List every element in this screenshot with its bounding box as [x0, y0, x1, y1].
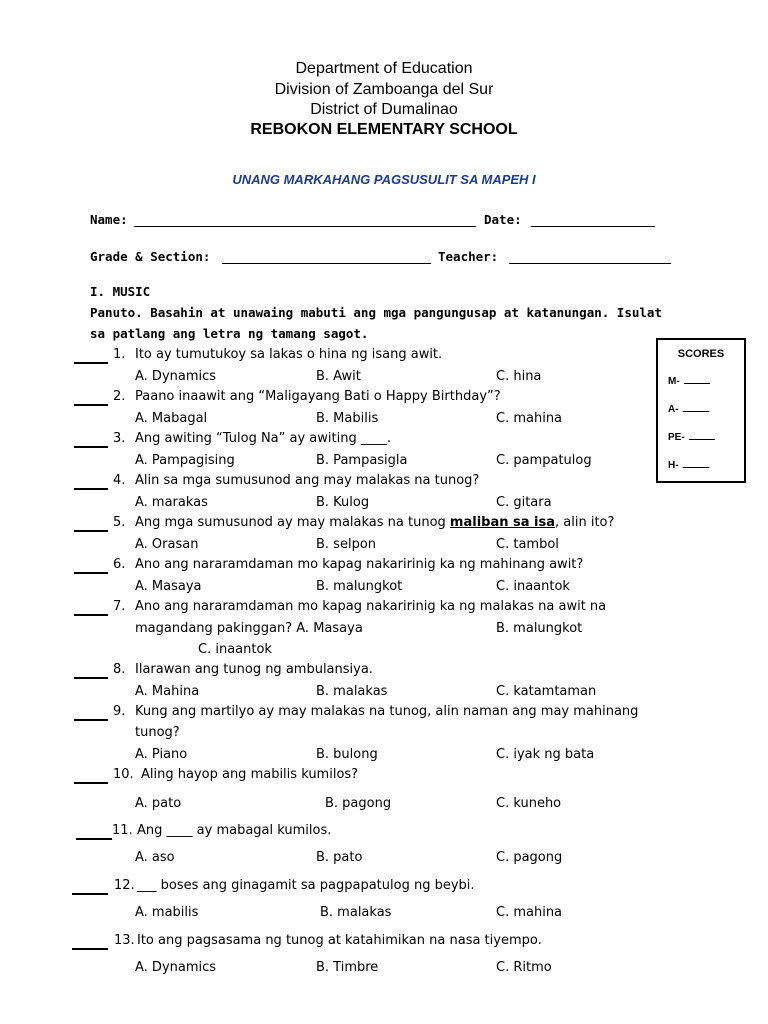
score-field-pe[interactable] — [689, 439, 715, 440]
emphasized-phrase: maliban sa isa — [449, 515, 556, 530]
choice-c: C. inaantok — [198, 642, 272, 657]
score-field-music[interactable] — [684, 383, 710, 384]
score-row-arts: A- — [668, 404, 709, 415]
answer-blank-10[interactable] — [74, 782, 108, 784]
choice-c: C. gitara — [496, 495, 552, 510]
question-number: 1. — [113, 347, 126, 362]
question-text: Ito ay tumutukoy sa lakas o hina ng isang awit. — [135, 347, 443, 362]
question-text: Paano inaawit ang “Maligayang Bati o Happy Birthday”? — [135, 389, 501, 404]
division-heading: Division of Zamboanga del Sur — [274, 81, 494, 98]
choice-a: A. Mahina — [135, 684, 200, 699]
choice-b: B. bulong — [316, 747, 378, 762]
answer-blank-1[interactable] — [74, 362, 108, 364]
answer-blank-5[interactable] — [74, 530, 108, 532]
exam-title: UNANG MARKAHANG PAGSUSULIT SA MAPEH I — [232, 172, 536, 187]
choice-a: A. mabilis — [135, 905, 199, 920]
choice-b: B. selpon — [316, 537, 377, 552]
choice-c: C. kuneho — [496, 796, 562, 811]
question-text: Ilarawan ang tunog ng ambulansiya. — [135, 662, 373, 677]
question-text: Ano ang nararamdaman mo kapag nakaririnig ka ng mahinang awit? — [135, 557, 584, 572]
choice-a: A. Orasan — [135, 537, 199, 552]
choice-a: A. aso — [135, 850, 175, 865]
choice-c: C. mahina — [496, 905, 563, 920]
question-number: 10. — [113, 767, 134, 782]
question-number: 13. — [114, 933, 135, 948]
choice-a: A. Mabagal — [135, 411, 208, 426]
grade-section-field[interactable] — [222, 263, 431, 264]
name-field[interactable] — [134, 226, 476, 227]
name-label: Name: — [90, 212, 128, 227]
choice-b: B. malungkot — [496, 621, 583, 636]
choice-b: B. Awit — [316, 369, 361, 384]
question-number: 5. — [113, 515, 126, 530]
choice-c: C. inaantok — [496, 579, 570, 594]
choice-b: B. malakas — [316, 684, 388, 699]
question-text: Ang mga sumusunod ay may malakas na tunog maliban sa isa, alin ito? — [135, 515, 615, 530]
department-heading: Department of Education — [295, 60, 473, 77]
answer-blank-11[interactable] — [76, 838, 112, 840]
question-number: 4. — [113, 473, 126, 488]
choice-c: C. hina — [496, 369, 542, 384]
question-text-continued: tunog? — [135, 725, 180, 740]
choice-a: A. Dynamics — [135, 960, 217, 975]
instructions-line-1: Panuto. Basahin at unawaing mabuti ang mga pangungusap at katanungan. Isulat — [90, 305, 662, 320]
score-field-arts[interactable] — [683, 411, 709, 412]
answer-blank-4[interactable] — [74, 488, 108, 490]
answer-blank-13[interactable] — [72, 948, 108, 950]
question-text: Ito ang pagsasama ng tunog at katahimikan na nasa tiyempo. — [137, 933, 542, 948]
section-heading: I. MUSIC — [90, 284, 151, 299]
grade-section-label: Grade & Section: — [90, 249, 211, 264]
question-number: 9. — [113, 704, 126, 719]
choice-b: B. Kulog — [316, 495, 370, 510]
choice-a: A. Dynamics — [135, 369, 217, 384]
answer-blank-3[interactable] — [74, 446, 108, 448]
date-field[interactable] — [531, 226, 655, 227]
question-number: 12. — [114, 878, 135, 893]
choice-c: C. iyak ng bata — [496, 747, 595, 762]
school-heading: REBOKON ELEMENTARY SCHOOL — [250, 121, 518, 138]
choice-b: B. Timbre — [316, 960, 379, 975]
answer-blank-2[interactable] — [74, 404, 108, 406]
answer-blank-7[interactable] — [74, 614, 108, 616]
question-number: 3. — [113, 431, 126, 446]
choice-c: C. Ritmo — [496, 960, 552, 975]
question-number: 2. — [113, 389, 126, 404]
question-number: 8. — [113, 662, 126, 677]
question-text-continued: magandang pakinggan? A. Masaya — [135, 621, 363, 636]
choice-b: B. Pampasigla — [316, 453, 408, 468]
score-field-health[interactable] — [683, 467, 709, 468]
choice-b: B. pato — [316, 850, 363, 865]
question-text: Ang awiting “Tulog Na” ay awiting ____. — [135, 431, 391, 446]
choice-a: A. Pampagising — [135, 453, 235, 468]
question-number: 6. — [113, 557, 126, 572]
district-heading: District of Dumalinao — [310, 101, 458, 118]
scores-box — [656, 338, 746, 483]
choice-a: A. Masaya — [135, 579, 202, 594]
question-number: 7. — [113, 599, 126, 614]
score-row-pe: PE- — [668, 432, 715, 443]
teacher-label: Teacher: — [438, 249, 499, 264]
score-row-music: M- — [668, 376, 710, 387]
instructions-line-2: sa patlang ang letra ng tamang sagot. — [90, 326, 369, 341]
question-text: ___ boses ang ginagamit sa pagpapatulog ng beybi. — [137, 878, 475, 893]
teacher-field[interactable] — [509, 263, 671, 264]
question-text: Kung ang martilyo ay may malakas na tunog, alin naman ang may mahinang — [135, 704, 639, 719]
scores-title: SCORES — [677, 348, 725, 360]
question-number: 11. — [112, 823, 133, 838]
choice-b: B. pagong — [325, 796, 392, 811]
choice-c: C. mahina — [496, 411, 563, 426]
question-text: Ano ang nararamdaman mo kapag nakaririnig ka ng malakas na awit na — [135, 599, 607, 614]
choice-c: C. katamtaman — [496, 684, 597, 699]
question-text: Ang ____ ay mabagal kumilos. — [137, 823, 332, 838]
answer-blank-8[interactable] — [74, 677, 108, 679]
choice-a: A. marakas — [135, 495, 208, 510]
choice-b: B. malakas — [320, 905, 392, 920]
choice-a: A. Piano — [135, 747, 188, 762]
choice-c: C. pampatulog — [496, 453, 592, 468]
answer-blank-6[interactable] — [74, 572, 108, 574]
choice-c: C. pagong — [496, 850, 563, 865]
date-label: Date: — [484, 212, 522, 227]
answer-blank-12[interactable] — [72, 893, 108, 895]
score-row-health: H- — [668, 460, 709, 471]
answer-blank-9[interactable] — [74, 719, 108, 721]
question-text: Alin sa mga sumusunod ang may malakas na tunog? — [135, 473, 480, 488]
question-text: Aling hayop ang mabilis kumilos? — [141, 767, 359, 782]
choice-b: B. malungkot — [316, 579, 403, 594]
choice-c: C. tambol — [496, 537, 559, 552]
choice-a: A. pato — [135, 796, 182, 811]
choice-b: B. Mabilis — [316, 411, 379, 426]
